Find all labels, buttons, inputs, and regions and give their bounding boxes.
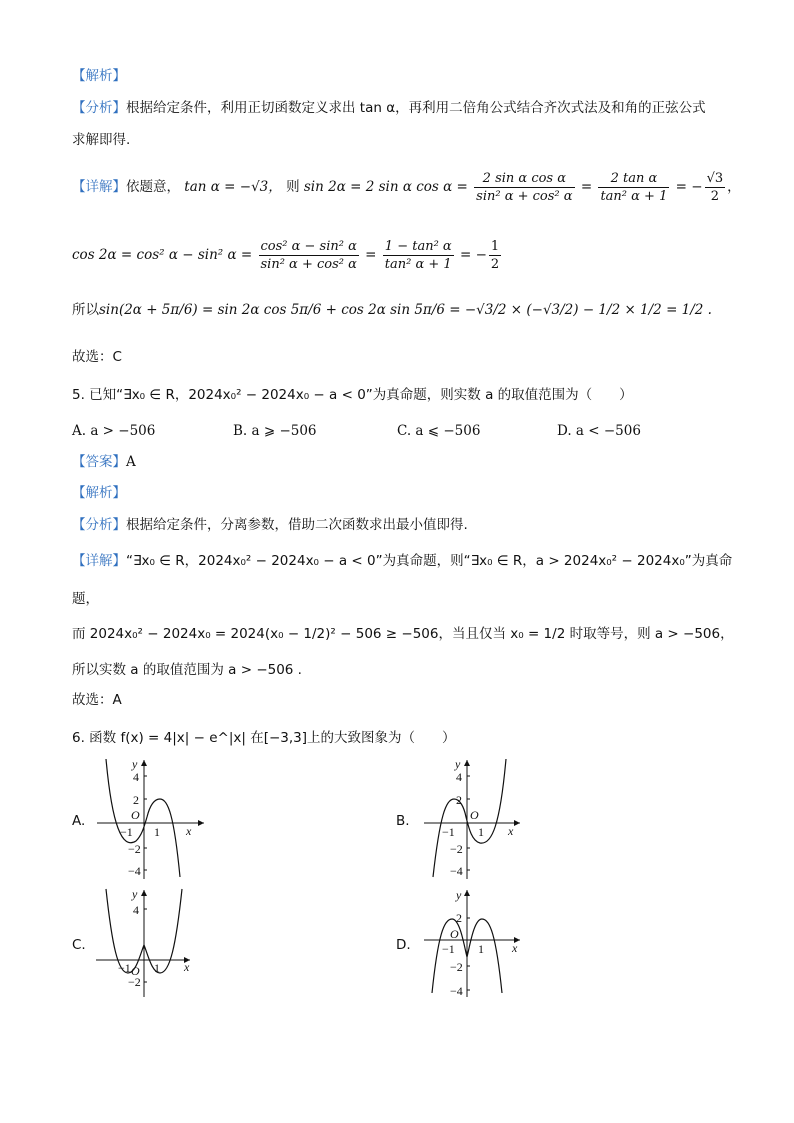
y-tick-4: 4: [456, 770, 462, 784]
graph-c: [92, 885, 202, 1000]
y-axis-arrow: [141, 760, 147, 766]
q6-option-d-label: D.: [396, 937, 411, 953]
x-tick-1: 1: [154, 961, 160, 975]
x-tick-m1: −1: [120, 825, 133, 839]
q5-detail-line-4: 所以实数 a 的取值范围为 a > −506 .: [72, 662, 302, 678]
x-label: x: [186, 824, 192, 838]
graph-b: [420, 755, 530, 881]
y-tick-m4: −4: [450, 864, 463, 878]
y-label: y: [456, 888, 462, 902]
cos-lhs: cos 2α = cos² α − sin² α =: [72, 247, 253, 263]
q5-detail-text-1: “∃x₀ ∈ R，2024x₀² − 2024x₀ − a < 0”为真命题，则“∃x₀ ∈ R，a > 2024x₀² − 2024x₀”为真命: [126, 553, 733, 569]
detail-cos-line: cos 2α = cos² α − sin² α = $\frac{\text{cos² α − sin² α}}{\text{sin² α + cos² α}}$ = $\frac{\text{1 − tan² α}}{\text{tan² α + 1}}$ = − $\frac{1}{2}$: [72, 239, 500, 272]
q5-detail-line-2: 题，: [72, 591, 99, 607]
graph-a: [92, 755, 212, 881]
function-curve: [106, 759, 180, 877]
result-fraction-2: $\frac{1}{2}$: [490, 239, 500, 272]
y-axis-arrow: [464, 890, 470, 896]
result-fraction-1: $\frac{√3}{2}$: [706, 171, 724, 204]
y-tick-2: 2: [133, 793, 139, 807]
answer-tag: 【答案】: [72, 454, 126, 470]
q6-option-c-label: C.: [72, 937, 86, 953]
fraction-1: $\frac{\text{2 sin α cos α}}{\text{sin² α + cos² α}}$: [476, 171, 573, 204]
q5-fenxi-tag: 【分析】: [72, 517, 126, 533]
origin-label: O: [470, 808, 479, 822]
y-tick-m2: −2: [128, 975, 141, 989]
x-label: x: [512, 941, 518, 955]
y-label: y: [132, 757, 138, 771]
y-label: y: [132, 887, 138, 901]
q5-choice-line: 故选：A: [72, 692, 122, 708]
x-label: x: [508, 824, 514, 838]
y-axis-arrow: [464, 760, 470, 766]
then-word: 则: [286, 179, 300, 195]
q5-answer-line: [72, 452, 136, 472]
x-tick-m1: −1: [118, 961, 131, 975]
y-tick-m2: −2: [450, 842, 463, 856]
q5-detail-tag: 【详解】: [72, 553, 126, 569]
origin-label: O: [131, 808, 140, 822]
analysis-label: 【解析】: [72, 68, 126, 84]
origin-label: O: [131, 964, 140, 978]
x-tick-1: 1: [478, 942, 484, 956]
x-axis-arrow: [514, 820, 520, 826]
detail-sum-line: [72, 300, 712, 320]
y-tick-4: 4: [133, 903, 139, 917]
y-tick-2: 2: [456, 911, 462, 925]
q5-fenxi-line: [72, 515, 468, 535]
q5-detail-line-1: [72, 551, 732, 571]
y-tick-4: 4: [133, 770, 139, 784]
analysis-line-2: 求解即得.: [72, 132, 131, 148]
q5-analysis-label: 【解析】: [72, 485, 126, 501]
q5-option-b: B. a ⩾ −506: [233, 423, 317, 439]
q5-detail-line-3: 而 2024x₀² − 2024x₀ = 2024(x₀ − 1/2)² − 506 ≥ −506，当且仅当 x₀ = 1/2 时取等号，则 a > −506，: [72, 626, 734, 642]
q5-option-c: C. a ⩽ −506: [397, 423, 481, 439]
detail-intro: 依题意，: [126, 179, 180, 195]
q5-stem: 5. 已知“∃x₀ ∈ R，2024x₀² − 2024x₀ − a < 0”为真命题，则实数 a 的取值范围为（ ）: [72, 387, 633, 403]
origin-label: O: [450, 927, 459, 941]
x-tick-1: 1: [478, 825, 484, 839]
answer-value: A: [126, 454, 136, 470]
y-label: y: [455, 757, 461, 771]
fraction-2: $\frac{\text{2 tan α}}{\text{tan² α + 1}}$: [600, 171, 668, 204]
q6-stem: 6. 函数 f(x) = 4|x| − e^|x| 在[−3,3]上的大致图象为（ ）: [72, 730, 456, 746]
x-tick-1: 1: [154, 825, 160, 839]
y-tick-m4: −4: [128, 864, 141, 878]
tan-equation: tan α = −√3，: [184, 179, 282, 195]
sin-lhs: sin 2α = 2 sin α cos α =: [303, 179, 468, 195]
q6-option-b-label: B.: [396, 813, 410, 829]
fenxi-text-1: 根据给定条件，利用正切函数定义求出 tan α，再利用二倍角公式结合齐次式法及和角的正弦公式: [126, 100, 706, 116]
fraction-3: $\frac{\text{cos² α − sin² α}}{\text{sin² α + cos² α}}$: [260, 239, 357, 272]
x-tick-m1: −1: [442, 825, 455, 839]
fenxi-tag: 【分析】: [72, 100, 126, 116]
so-word: 所以: [72, 302, 99, 318]
fraction-4: $\frac{\text{1 − tan² α}}{\text{tan² α + 1}}$: [384, 239, 452, 272]
y-axis-arrow: [141, 890, 147, 896]
graph-d: [420, 885, 530, 1000]
q5-option-a: A. a > −506: [72, 423, 156, 439]
y-tick-m4: −4: [450, 984, 463, 998]
x-axis-arrow: [198, 820, 204, 826]
y-tick-m2: −2: [450, 960, 463, 974]
y-tick-m2: −2: [128, 842, 141, 856]
q5-fenxi-text: 根据给定条件，分离参数，借助二次函数求出最小值即得.: [126, 517, 468, 533]
x-tick-m1: −1: [442, 942, 455, 956]
q6-option-a-label: A.: [72, 813, 86, 829]
analysis-line-1: [72, 98, 706, 118]
detail-tag: 【详解】: [72, 179, 126, 195]
choice-line-1: 故选：C: [72, 349, 122, 365]
y-tick-2: 2: [456, 793, 462, 807]
sum-formula: sin(2α + 5π/6) = sin 2α cos 5π/6 + cos 2α sin 5π/6 = −√3/2 × (−√3/2) − 1/2 × 1/2 = 1/2 .: [99, 302, 712, 318]
x-label: x: [184, 960, 190, 974]
detail-sin-line: 【详解】依题意， tan α = −√3， 则 sin 2α = 2 sin α cos α = $\frac{\text{2 sin α cos α}}{\text{sin² α + cos² α}}$ = $\frac{\text{2 tan α}}{\text{tan² α + 1}}$ = − $\frac{√3}{2}$ ，: [72, 171, 741, 204]
q5-option-d: D. a < −506: [557, 423, 641, 439]
